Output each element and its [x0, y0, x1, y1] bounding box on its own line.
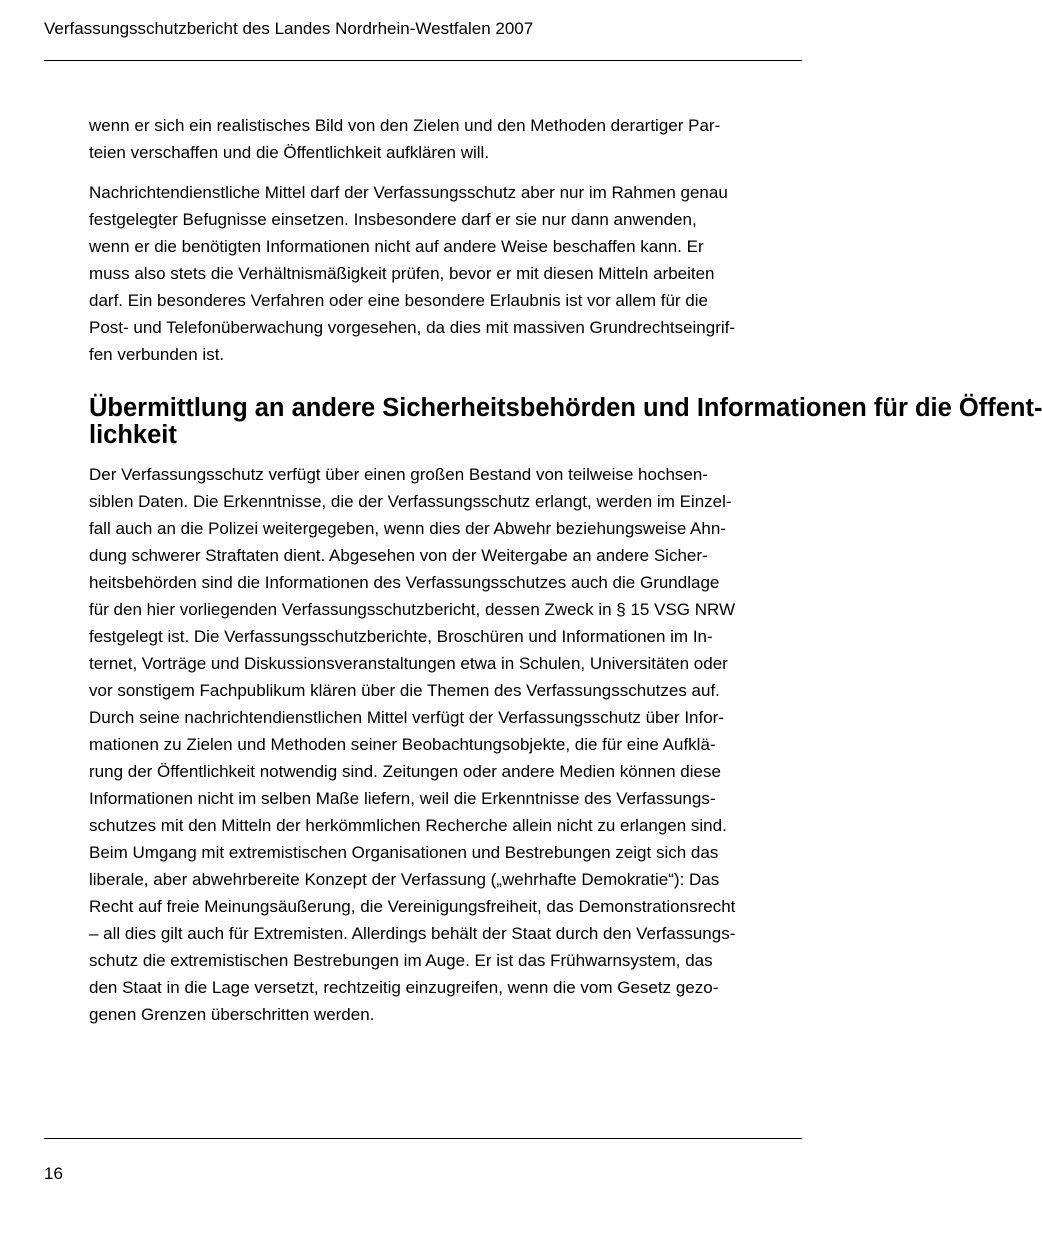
text-line: festgelegter Befugnisse einsetzen. Insbesondere darf er sie nur dann anwenden, [89, 210, 697, 229]
text-line: Der Verfassungsschutz verfügt über einen großen Bestand von teilweise hochsen- [89, 465, 708, 484]
section-heading [89, 394, 1042, 449]
text-line: darf. Ein besonderes Verfahren oder eine besondere Erlaubnis ist vor allem für die [89, 291, 708, 310]
text-line: dung schwerer Straftaten dient. Abgesehen von der Weitergabe an andere Sicher- [89, 546, 708, 565]
text-line: festgelegt ist. Die Verfassungsschutzberichte, Broschüren und Informationen im In- [89, 627, 713, 646]
text-line: wenn er die benötigten Informationen nicht auf andere Weise beschaffen kann. Er [89, 237, 704, 256]
text-line: den Staat in die Lage versetzt, rechtzeitig einzugreifen, wenn die vom Gesetz gezo- [89, 978, 719, 997]
text-line: Post- und Telefonüberwachung vorgesehen, da dies mit massiven Grundrechtseingrif- [89, 318, 736, 337]
page-number: 16 [44, 1164, 63, 1183]
text-line: wenn er sich ein realistisches Bild von den Zielen und den Methoden derartiger Par- [89, 116, 721, 135]
footer-rule [44, 1138, 802, 1139]
text-line: schutz die extremistischen Bestrebungen im Auge. Er ist das Frühwarnsystem, das [89, 951, 713, 970]
text-line: fen verbunden ist. [89, 345, 225, 364]
text-line: Durch seine nachrichtendienstlichen Mittel verfügt der Verfassungsschutz über Infor- [89, 708, 724, 727]
paragraph [89, 179, 802, 368]
running-header: Verfassungsschutzbericht des Landes Nordrhein-Westfalen 2007 [44, 19, 534, 38]
header-rule [44, 60, 802, 61]
heading-line: lichkeit [89, 421, 177, 449]
text-line: fall auch an die Polizei weitergegeben, wenn dies der Abwehr beziehungsweise Ahn- [89, 519, 726, 538]
text-line: schutzes mit den Mitteln der herkömmlichen Recherche allein nicht zu erlangen sind. [89, 816, 727, 835]
text-line: Informationen nicht im selben Maße liefern, weil die Erkenntnisse des Verfassungs- [89, 789, 716, 808]
text-line: genen Grenzen überschritten werden. [89, 1005, 375, 1024]
text-line: – all dies gilt auch für Extremisten. Allerdings behält der Staat durch den Verfassungs- [89, 924, 736, 943]
text-line: Beim Umgang mit extremistischen Organisationen und Bestrebungen zeigt sich das [89, 843, 719, 862]
text-line: heitsbehörden sind die Informationen des Verfassungsschutzes auch die Grundlage [89, 573, 720, 592]
paragraph [89, 112, 802, 166]
text-line: für den hier vorliegenden Verfassungsschutzbericht, dessen Zweck in § 15 VSG NRW [89, 600, 736, 619]
heading-line: Übermittlung an andere Sicherheitsbehörden und Informationen für die Öffent- [89, 394, 1042, 422]
text-line: Nachrichtendienstliche Mittel darf der Verfassungsschutz aber nur im Rahmen genau [89, 183, 728, 202]
page-body [89, 112, 1042, 1028]
text-line: ternet, Vorträge und Diskussionsveranstaltungen etwa in Schulen, Universitäten oder [89, 654, 728, 673]
text-line: teien verschaffen und die Öffentlichkeit aufklären will. [89, 143, 490, 162]
text-line: mationen zu Zielen und Methoden seiner Beobachtungsobjekte, die für eine Aufklä- [89, 735, 716, 754]
text-line: muss also stets die Verhältnismäßigkeit prüfen, bevor er mit diesen Mitteln arbeiten [89, 264, 715, 283]
text-line: vor sonstigem Fachpublikum klären über die Themen des Verfassungsschutzes auf. [89, 681, 720, 700]
text-line: rung der Öffentlichkeit notwendig sind. Zeitungen oder andere Medien können diese [89, 762, 721, 781]
text-line: liberale, aber abwehrbereite Konzept der Verfassung („wehrhafte Demokratie“): Das [89, 870, 720, 889]
text-line: Recht auf freie Meinungsäußerung, die Vereinigungsfreiheit, das Demonstrationsrecht [89, 897, 736, 916]
text-line: siblen Daten. Die Erkenntnisse, die der Verfassungsschutz erlangt, werden im Einzel- [89, 492, 732, 511]
paragraph [89, 461, 802, 1028]
